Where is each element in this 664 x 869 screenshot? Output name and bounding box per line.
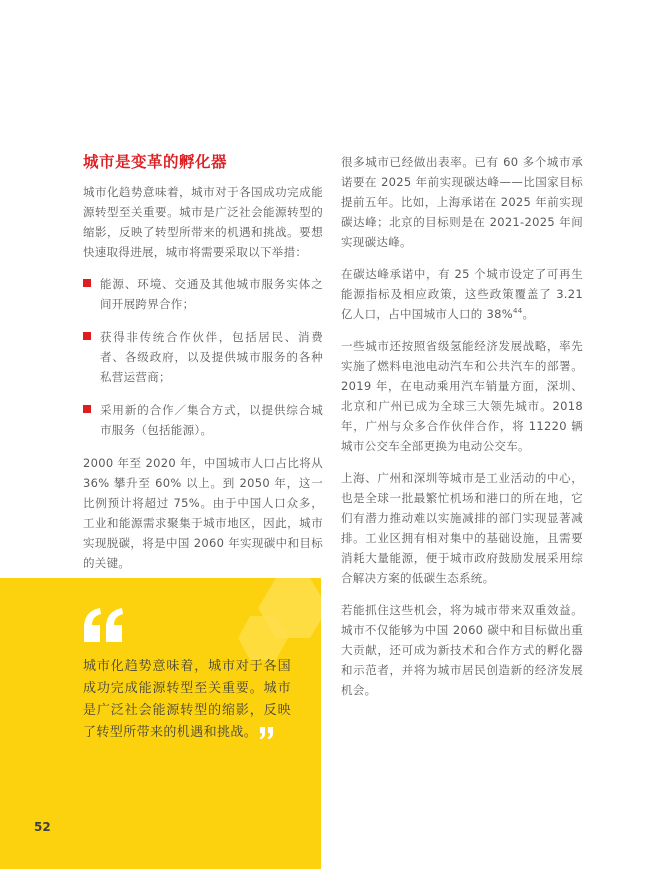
open-quote-icon bbox=[82, 608, 126, 644]
industrial-hubs-paragraph: 上海、广州和深圳等城市是工业活动的中心，也是全球一批最繁忙机场和港口的所在地，它们有潜力推动难以实施减排的部门实现显著减排。工业区拥有相对集中的基础设施，且需要消耗大量能源，便于城市政府鼓励发展采用综合解决方案的低碳生态系统。 bbox=[341, 471, 583, 585]
right-column bbox=[341, 152, 583, 712]
list-item bbox=[83, 327, 323, 387]
list-item-text: 采用新的合作／集合方式，以提供综合城市服务（包括能源）。 bbox=[100, 403, 323, 437]
bullet-square-icon bbox=[83, 405, 91, 413]
pull-quote bbox=[83, 656, 291, 744]
renewable-targets-end: 。 bbox=[522, 307, 535, 321]
renewable-targets-text: 在碳达峰承诺中，有 25 个城市设定了可再生能源指标及相应政策，这些政策覆盖了 3.21 亿人口，占中国城市人口的 38% bbox=[341, 267, 583, 321]
pull-quote-panel bbox=[0, 578, 321, 869]
cities-example-paragraph: 很多城市已经做出表率。已有 60 多个城市承诺要在 2025 年前实现碳达峰——比国家目标提前五年。比如，上海承诺在 2025 年前实现碳达峰；北京的目标则是在 2021-2025 年间实现碳达峰。 bbox=[341, 155, 583, 249]
close-quote-icon bbox=[259, 727, 275, 739]
intro-paragraph: 城市化趋势意味着，城市对于各国成功完成能源转型至关重要。城市是广泛社会能源转型的缩影，反映了转型所带来的机遇和挑战。要想快速取得进展，城市将需要采取以下举措： bbox=[83, 185, 323, 259]
bullet-square-icon bbox=[83, 279, 91, 287]
measures-list bbox=[83, 274, 323, 440]
section-title: 城市是变革的孵化器 bbox=[83, 153, 228, 171]
list-item bbox=[83, 274, 323, 314]
pull-quote-text: 城市化趋势意味着，城市对于各国成功完成能源转型至关重要。城市是广泛社会能源转型的缩影，反映了转型所带来的机遇和挑战。 bbox=[83, 659, 291, 740]
bullet-square-icon bbox=[83, 332, 91, 340]
page-number: 52 bbox=[34, 820, 51, 834]
hexagon-decoration-icon bbox=[238, 616, 288, 660]
urbanization-paragraph: 2000 年至 2020 年，中国城市人口占比将从 36% 攀升至 60% 以上。到 2050 年，这一比例预计将超过 75%。由于中国人口众多，工业和能源需求聚集于城市地区，因此，城市实现脱碳，将是中国 2060 年实现碳中和目标的关键。 bbox=[83, 456, 323, 570]
left-column bbox=[83, 152, 323, 585]
renewable-targets-paragraph bbox=[341, 264, 583, 324]
double-benefit-paragraph: 若能抓住这些机会，将为城市带来双重效益。城市不仅能够为中国 2060 碳中和目标做出重大贡献，还可成为新技术和合作方式的孵化器和示范者，并将为城市居民创造新的经济发展机会。 bbox=[341, 603, 583, 697]
footnote-ref: 44 bbox=[513, 307, 523, 316]
list-item bbox=[83, 400, 323, 440]
list-item-text: 获得非传统合作伙伴，包括居民、消费者、各级政府，以及提供城市服务的各种私营运营商； bbox=[100, 330, 323, 384]
list-item-text: 能源、环境、交通及其他城市服务实体之间开展跨界合作； bbox=[100, 277, 323, 311]
hydrogen-paragraph: 一些城市还按照省级氢能经济发展战略，率先实施了燃料电池电动汽车和公共汽车的部署。2019 年，在电动乘用汽车销量方面，深圳、北京和广州已成为全球三大领先城市。2018 年，广州与众多合作伙伴合作，将 11220 辆城市公交车全部更换为电动公交车。 bbox=[341, 339, 583, 453]
